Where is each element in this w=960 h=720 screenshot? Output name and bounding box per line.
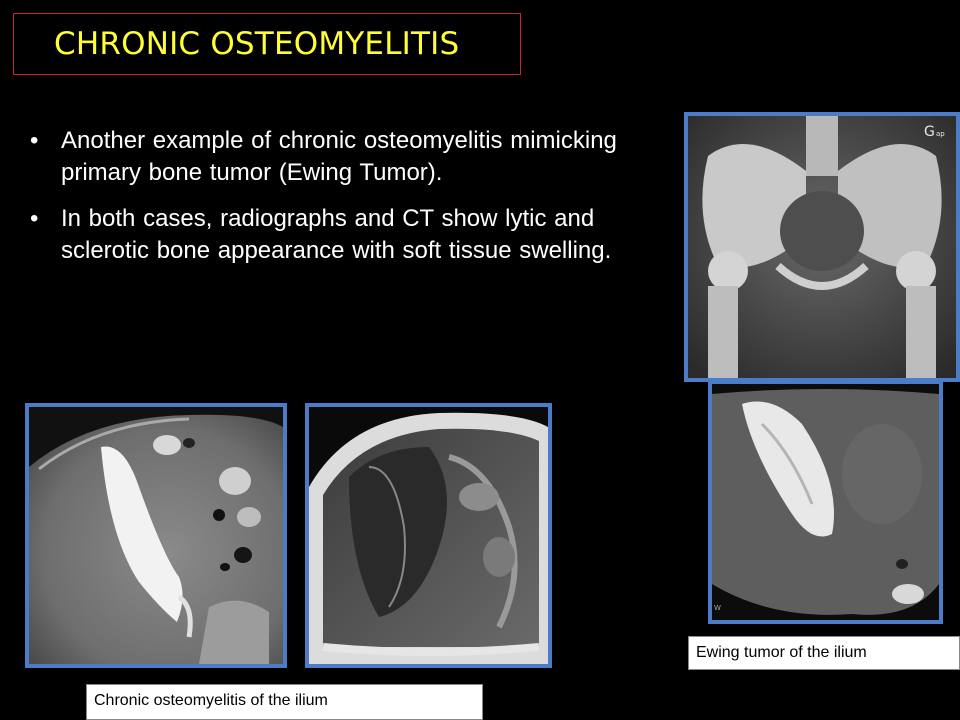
xray-marker-text: G (924, 124, 935, 140)
xray-marker-small-text: ap (936, 130, 945, 138)
ct-scan-right-graphic (712, 384, 939, 620)
bullet-list (30, 125, 655, 281)
ct-marker-text: W (714, 604, 721, 612)
bullet-item (30, 203, 655, 267)
mri-scan-left-graphic (309, 407, 548, 664)
pelvis-xray-image (684, 112, 960, 382)
pelvis-xray-graphic (688, 116, 956, 378)
bullet-marker: • (30, 205, 39, 232)
bullet-text: In both cases, radiographs and CT show lytic and sclerotic bone appearance with soft tissue swelling. (61, 205, 612, 264)
ct-scan-left-graphic (29, 407, 283, 664)
ct-scan-left-image (25, 403, 287, 668)
title-box (13, 13, 521, 75)
bullet-item (30, 125, 655, 189)
slide-title: CHRONIC OSTEOMYELITIS (54, 26, 460, 62)
ct-scan-right-image (708, 380, 943, 624)
caption-right: Ewing tumor of the ilium (688, 636, 960, 670)
bullet-text: Another example of chronic osteomyelitis mimicking primary bone tumor (Ewing Tumor). (61, 127, 617, 186)
caption-left: Chronic osteomyelitis of the ilium (86, 684, 483, 720)
mri-scan-left-image (305, 403, 552, 668)
bullet-marker: • (30, 127, 39, 154)
